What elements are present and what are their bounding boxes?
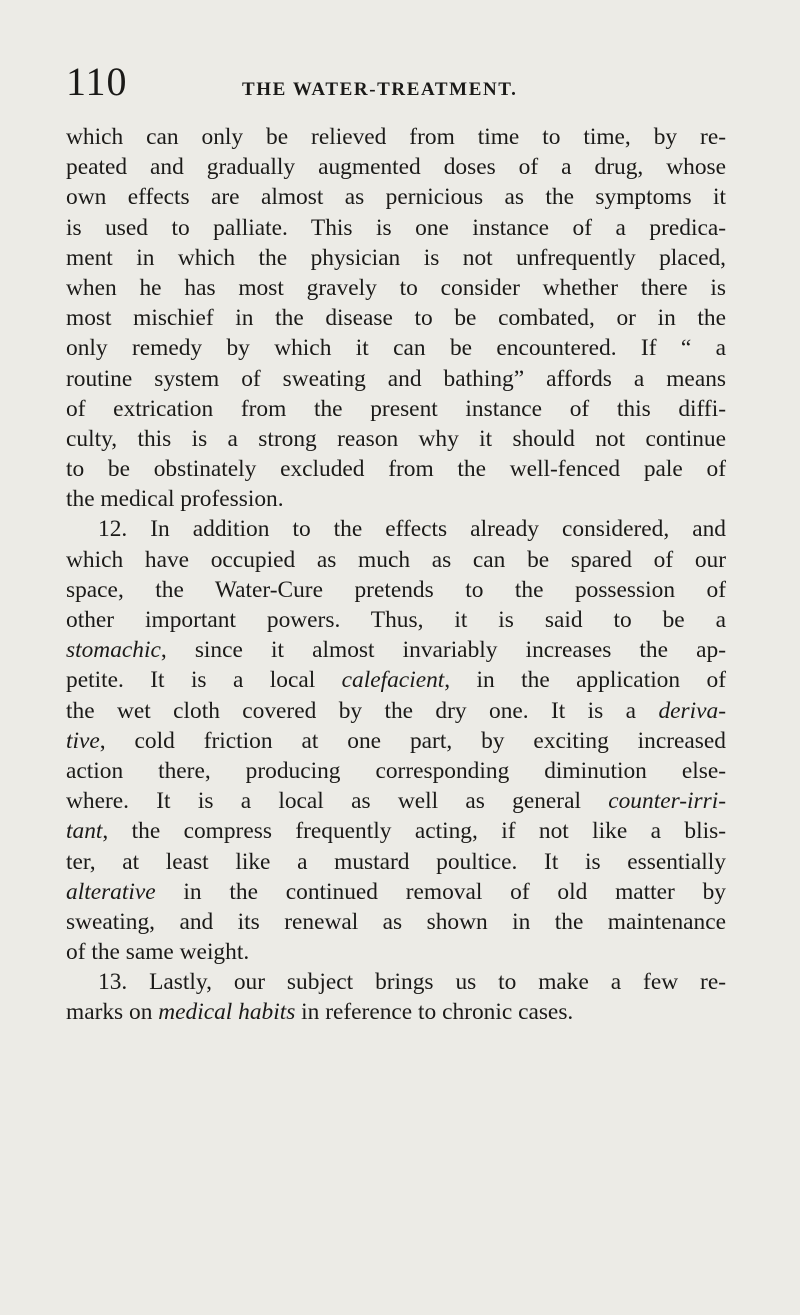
- text-segment: action there, producing corresponding diminution else-: [66, 757, 726, 784]
- text-line: [66, 545, 726, 575]
- text-line: [66, 967, 726, 997]
- text-segment: the wet cloth covered by the dry one. It is a: [66, 697, 659, 724]
- italic-term: stomachic: [66, 637, 161, 664]
- text-segment: only remedy by which it can be encountered. If “ a: [66, 335, 726, 362]
- italic-term: deriva-: [658, 697, 726, 724]
- text-line: [66, 484, 726, 514]
- text-line: [66, 816, 726, 846]
- text-segment: where. It is a local as well as general: [66, 788, 609, 815]
- text-line: [66, 726, 726, 756]
- text-line: [66, 907, 726, 937]
- text-segment: 12. In addition to the effects already considered, and: [98, 516, 726, 543]
- text-segment: petite. It is a local: [66, 667, 342, 694]
- italic-term: tive: [66, 727, 100, 754]
- text-line: [66, 333, 726, 363]
- text-line: [66, 997, 726, 1027]
- text-line: [66, 152, 726, 182]
- text-segment: culty, this is a strong reason why it should not continue: [66, 425, 726, 452]
- text-segment: when he has most gravely to consider whether there is: [66, 274, 726, 301]
- text-line: [66, 213, 726, 243]
- text-segment: is used to palliate. This is one instance of a predica-: [66, 214, 726, 241]
- text-line: [66, 877, 726, 907]
- text-segment: space, the Water-Cure pretends to the possession of: [66, 576, 726, 603]
- text-line: [66, 364, 726, 394]
- text-segment: to be obstinately excluded from the well-fenced pale of: [66, 456, 726, 483]
- text-line: [66, 937, 726, 967]
- italic-term: calefacient: [341, 667, 445, 694]
- text-segment: , since it almost invariably increases the ap-: [160, 637, 726, 664]
- text-segment: in the continued removal of old matter by: [155, 878, 726, 905]
- text-line: [66, 182, 726, 212]
- italic-term: medical habits: [158, 999, 296, 1026]
- text-line: [66, 273, 726, 303]
- text-segment: which can only be relieved from time to time, by re-: [66, 124, 726, 150]
- text-segment: 13. Lastly, our subject brings us to make a few re-: [98, 969, 726, 996]
- text-segment: marks on: [66, 999, 159, 1026]
- text-line: [66, 394, 726, 424]
- text-segment: other important powers. Thus, it is said to be a: [66, 607, 726, 633]
- text-line: [66, 605, 726, 635]
- text-segment: of extrication from the present instance of this diffi-: [66, 395, 726, 422]
- italic-term: tant: [66, 818, 103, 845]
- text-segment: own effects are almost as pernicious as the symptoms it: [66, 184, 726, 211]
- text-segment: peated and gradually augmented doses of a drug, whose: [66, 154, 726, 181]
- italic-term: alterative: [66, 878, 156, 905]
- text-line: [66, 303, 726, 333]
- text-line: [66, 696, 726, 726]
- text-segment: , the compress frequently acting, if not like a blis-: [102, 818, 726, 845]
- text-line: [66, 575, 726, 605]
- text-segment: , cold friction at one part, by exciting increased: [99, 727, 726, 754]
- text-segment: of the same weight.: [66, 939, 250, 966]
- text-line: [66, 756, 726, 786]
- text-segment: , in the application of: [444, 667, 726, 694]
- text-line: [66, 514, 726, 544]
- text-segment: ter, at least like a mustard poultice. It is essentially: [66, 848, 726, 875]
- page-header: [66, 60, 726, 106]
- text-segment: sweating, and its renewal as shown in the maintenance: [66, 908, 726, 935]
- text-line: [66, 243, 726, 273]
- text-line: [66, 665, 726, 695]
- text-segment: routine system of sweating and bathing” affords a means: [66, 365, 726, 392]
- text-line: [66, 424, 726, 454]
- text-line: [66, 786, 726, 816]
- text-segment: which have occupied as much as can be spared of our: [66, 546, 726, 573]
- text-line: [66, 635, 726, 665]
- text-line: [66, 454, 726, 484]
- running-title: THE WATER-TREATMENT.: [242, 79, 518, 100]
- text-segment: ment in which the physician is not unfrequently placed,: [66, 244, 726, 271]
- text-line: [66, 122, 726, 152]
- text-segment: in reference to chronic cases.: [295, 999, 574, 1026]
- text-line: [66, 847, 726, 877]
- body-text: [66, 122, 726, 1028]
- text-segment: most mischief in the disease to be combated, or in the: [66, 305, 726, 332]
- italic-term: counter-irri-: [608, 788, 726, 815]
- text-segment: the medical profession.: [66, 486, 284, 513]
- page-number: 110: [66, 59, 128, 104]
